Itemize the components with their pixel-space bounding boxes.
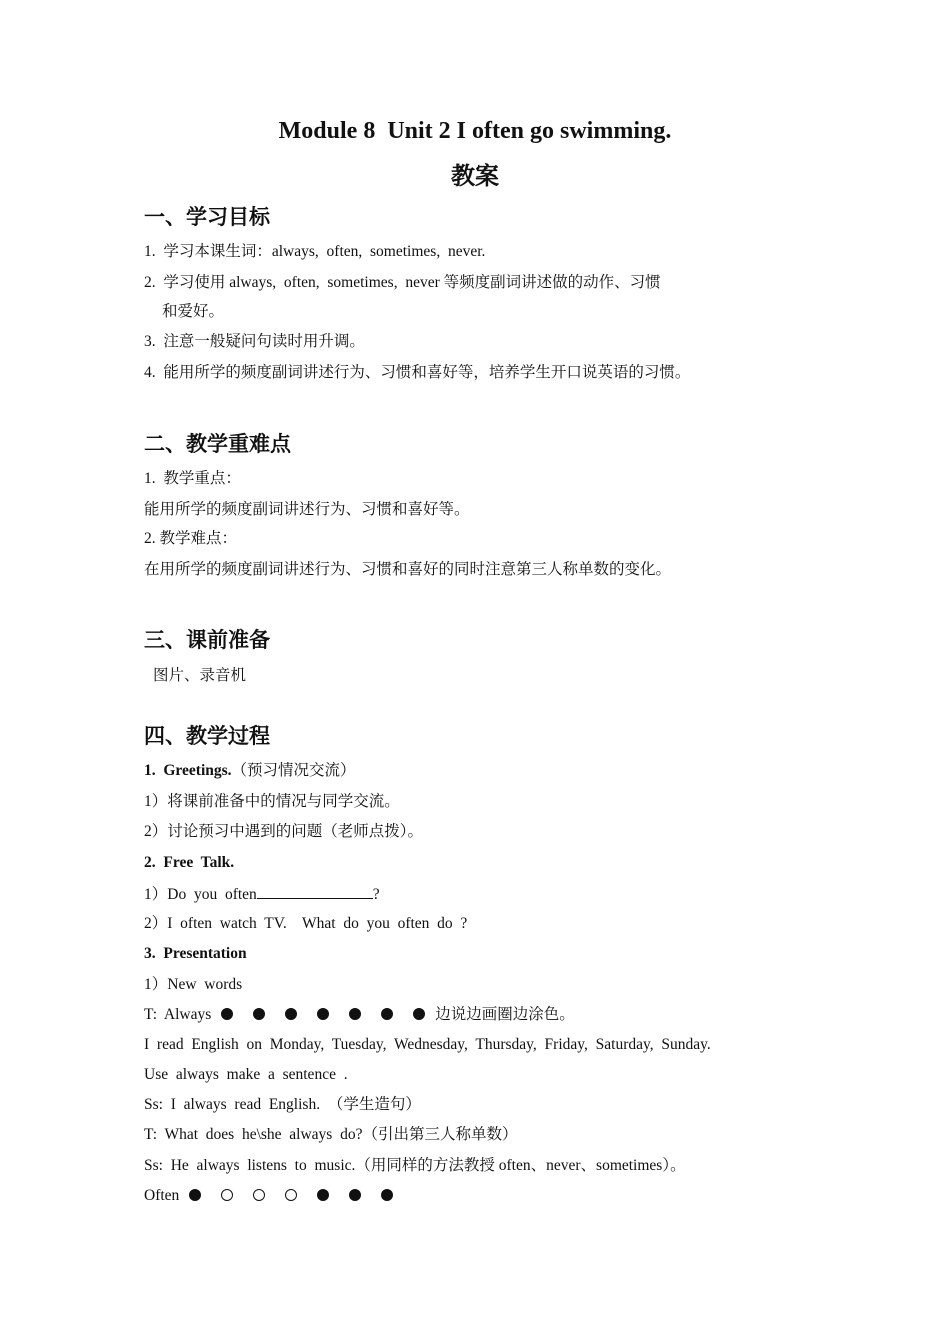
often-filled-circle <box>381 1189 393 1201</box>
student-answer-line: Ss: He always listens to music.（用同样的方法教授 often、never、sometimes）。 <box>144 1157 686 1174</box>
free-talk-title: 2. Free Talk. <box>144 854 235 871</box>
greetings-title: 1. Greetings. <box>144 762 232 779</box>
section1-item-2-cont: 和爱好。 <box>162 303 225 320</box>
section2-line-3: 2. 教学难点： <box>144 530 238 547</box>
fill-in-blank <box>257 884 373 899</box>
always-line <box>144 1006 575 1025</box>
often-filled-circle <box>189 1189 201 1201</box>
section4-heading: 四、教学过程 <box>144 724 270 748</box>
presentation-item-1: 1）New words <box>144 976 243 993</box>
section2-line-1: 1. 教学重点： <box>144 470 241 487</box>
section1-item-2: 2. 学习使用 always, often, sometimes, never 等频度副词讲述做的动作、习惯 <box>144 274 661 291</box>
section2-line-2: 能用所学的频度副词讲述行为、习惯和喜好等。 <box>144 501 470 518</box>
often-dots <box>179 1187 403 1206</box>
section1-item-3: 3. 注意一般疑问句读时用升调。 <box>144 333 365 350</box>
greetings-item-2: 2）讨论预习中遇到的问题（老师点拨）。 <box>144 823 424 840</box>
presentation-title: 3. Presentation <box>144 945 247 962</box>
student-sentence-line: Ss: I always read English. （学生造句） <box>144 1096 421 1113</box>
always-dots <box>211 1006 435 1025</box>
section3-heading: 三、课前准备 <box>144 628 270 652</box>
always-filled-circle <box>317 1008 329 1020</box>
free-talk-item-1 <box>144 884 380 905</box>
read-english-line: I read English on Monday, Tuesday, Wednesday, Thursday, Friday, Saturday, Sunday. <box>144 1036 711 1053</box>
section3-text: 图片、录音机 <box>153 667 247 684</box>
use-always-line: Use always make a sentence . <box>144 1066 348 1083</box>
section1-item-4: 4. 能用所学的频度副词讲述行为、习惯和喜好等，培养学生开口说英语的习惯。 <box>144 364 691 381</box>
section1-heading: 一、学习目标 <box>144 205 270 229</box>
often-open-circle <box>285 1189 297 1201</box>
always-filled-circle <box>221 1008 233 1020</box>
greetings-line <box>144 762 356 781</box>
always-filled-circle <box>349 1008 361 1020</box>
always-filled-circle <box>285 1008 297 1020</box>
free-talk-item-1-text: 1）Do you often <box>144 886 257 903</box>
always-filled-circle <box>413 1008 425 1020</box>
always-label: T: Always <box>144 1006 212 1023</box>
greetings-note: （预习情况交流） <box>231 762 356 779</box>
always-filled-circle <box>253 1008 265 1020</box>
always-filled-circle <box>381 1008 393 1020</box>
section2-line-4: 在用所学的频度副词讲述行为、习惯和喜好的同时注意第三人称单数的变化。 <box>144 561 672 578</box>
question-mark: ? <box>372 886 380 903</box>
often-label: Often <box>144 1187 180 1204</box>
greetings-item-1: 1）将课前准备中的情况与同学交流。 <box>144 793 400 810</box>
often-open-circle <box>253 1189 265 1201</box>
teacher-question-line: T: What does he\she always do?（引出第三人称单数） <box>144 1126 518 1143</box>
document-title: Module 8 Unit 2 I often go swimming. <box>278 118 672 144</box>
free-talk-item-2: 2）I often watch TV. What do you often do ? <box>144 915 468 932</box>
often-filled-circle <box>317 1189 329 1201</box>
often-line <box>144 1187 403 1206</box>
section1-item-1: 1. 学习本课生词：always, often, sometimes, never. <box>144 243 486 260</box>
document-subtitle: 教案 <box>451 162 499 190</box>
section2-heading: 二、教学重难点 <box>144 432 291 456</box>
always-note: 边说边画圈边涂色。 <box>435 1006 575 1023</box>
often-open-circle <box>221 1189 233 1201</box>
often-filled-circle <box>349 1189 361 1201</box>
